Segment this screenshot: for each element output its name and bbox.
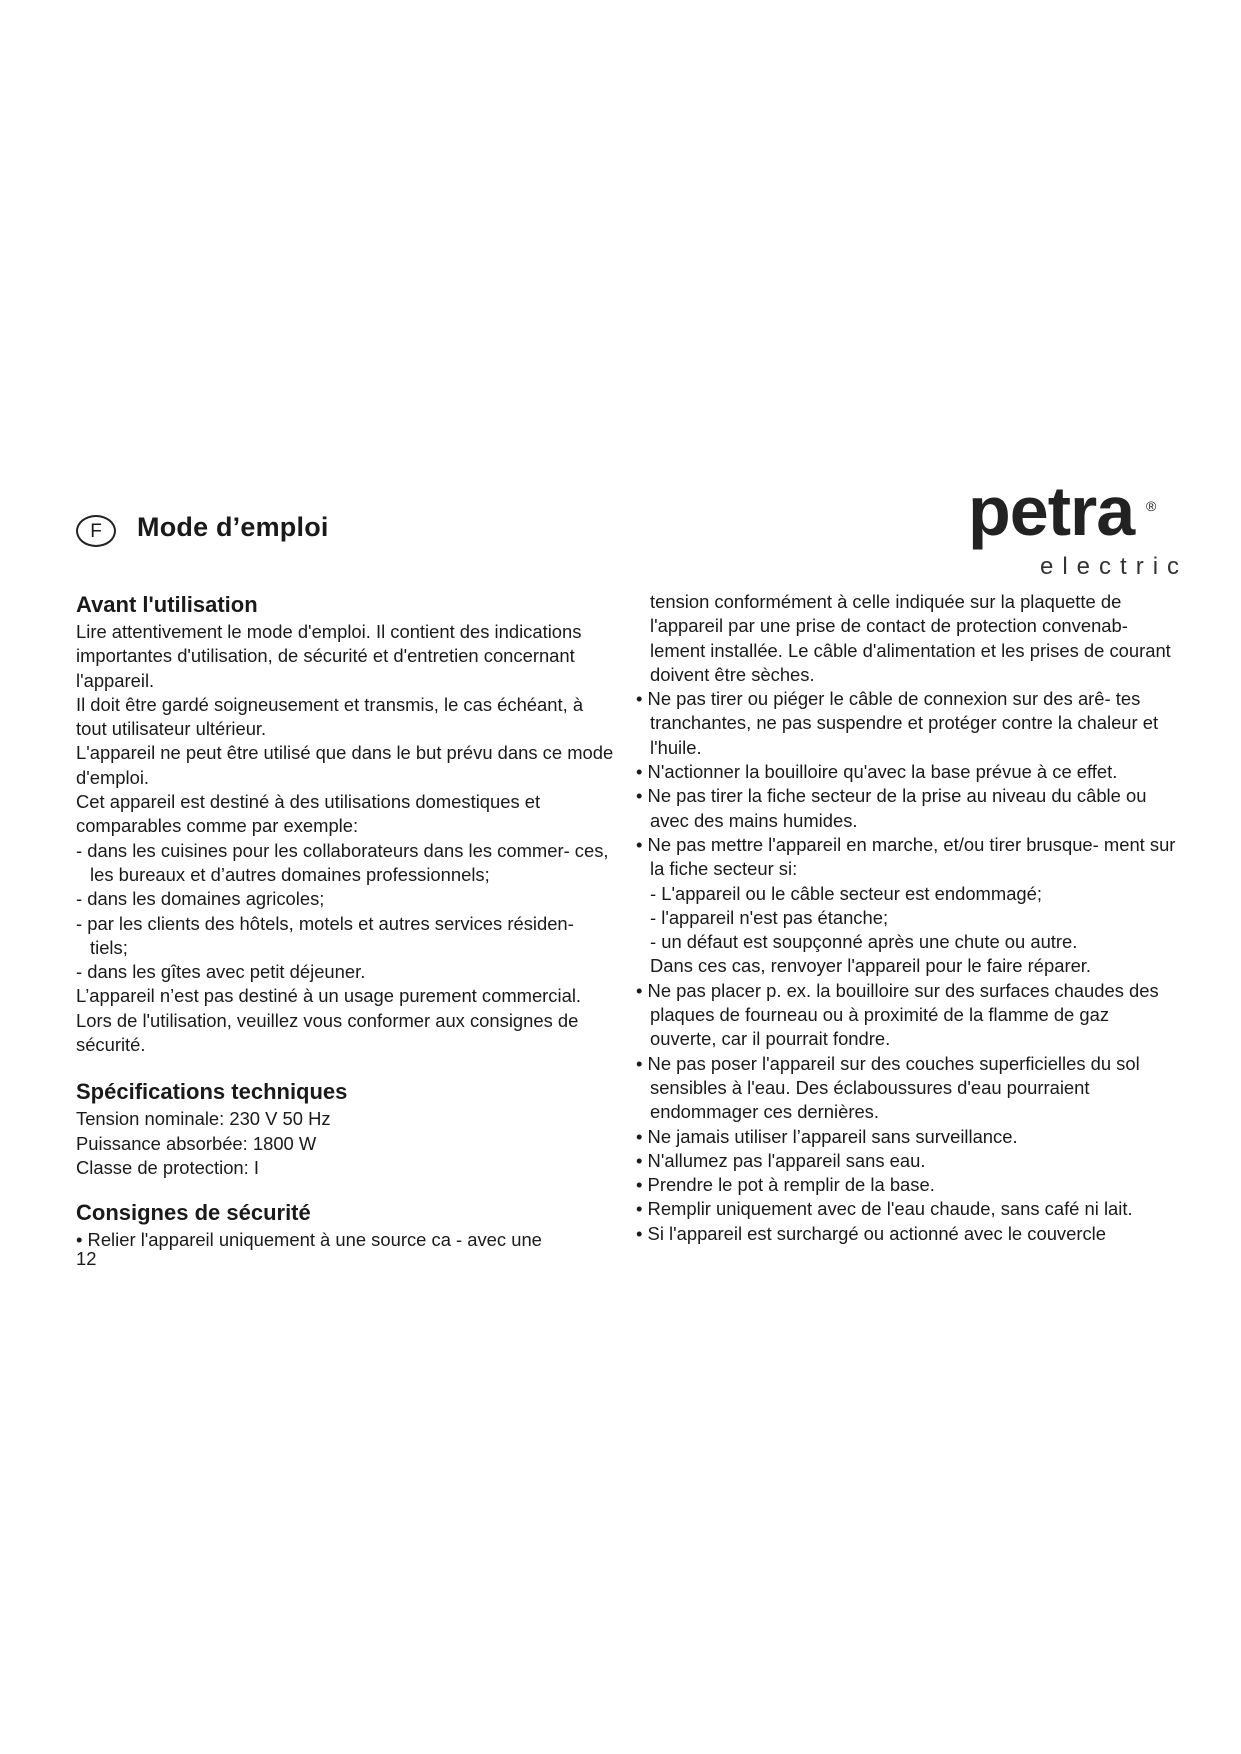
list-item: - dans les gîtes avec petit déjeuner. [76,961,366,983]
safety-bullet: • Relier l'appareil uniquement à une source ca - avec une [76,1229,542,1251]
safety-bullet: • N'actionner la bouilloire qu'avec la base prévue à ce effet. [636,761,1118,783]
section-heading-before-use: Avant l'utilisation [76,592,258,617]
safety-bullet: • N'allumez pas l'appareil sans eau. [636,1149,926,1171]
registered-mark: ® [1146,498,1157,514]
safety-note: Dans ces cas, renvoyer l'appareil pour le faire réparer. [650,955,1092,977]
safety-bullet: • Ne pas mettre l'appareil en marche, et/ou tirer brusque- ment sur la fiche secteur si: [636,833,1176,880]
page-number: 12 [76,1248,97,1269]
paragraph: Lire attentivement le mode d'emploi. Il contient des indications importantes d'utilisation, de sécurité et d'entretien concernant l'appareil. [76,621,582,691]
spec-line: Tension nominale: 230 V 50 Hz [76,1108,331,1130]
section-heading-safety: Consignes de sécurité [76,1200,311,1226]
safety-bullet: • Ne pas tirer ou piéger le câble de connexion sur des arê- tes tranchantes, ne pas suspendre et protéger contre la chaleur et l'huile. [636,688,1159,758]
page-title: Mode d’emploi [137,512,329,542]
paragraph: Il doit être gardé soigneusement et transmis, le cas échéant, à tout utilisateur ultérieur. [76,693,584,740]
spec-line: Classe de protection: I [76,1156,259,1178]
safety-sub-item: - L'appareil ou le câble secteur est endommagé; [650,882,1042,904]
list-item: - dans les domaines agricoles; [76,888,325,910]
left-column [76,590,616,1253]
list-item: - dans les cuisines pour les collaborateurs dans les commer- ces, les bureaux et d’autres domaines professionnels; [76,839,609,885]
paragraph: Cet appareil est destiné à des utilisations domestiques et comparables comme par exemple: [76,791,541,837]
safety-bullet: • Ne jamais utiliser l’appareil sans surveillance. [636,1125,1018,1147]
brand-logo: petra [968,472,1135,550]
safety-bullet: • Si l'appareil est surchargé ou actionné avec le couvercle [636,1222,1106,1244]
safety-bullet: • Prendre le pot à remplir de la base. [636,1174,935,1196]
spec-line: Puissance absorbée: 1800 W [76,1132,317,1154]
safety-sub-item: - l'appareil n'est pas étanche; [650,906,889,928]
section-heading-specifications: Spécifications techniques [76,1079,348,1105]
safety-bullet-continuation: tension conformément à celle indiquée sur la plaquette de l'appareil par une prise de contact de protection convenab- lement installée. Le câble d'alimentation et les prises de courant doivent être sèches. [650,591,1171,685]
safety-bullet: • Remplir uniquement avec de l'eau chaude, sans café ni lait. [636,1198,1133,1220]
safety-sub-item: - un défaut est soupçonné après une chute ou autre. [650,931,1078,953]
brand-subtitle: electric [1040,553,1189,580]
paragraph: Lors de l'utilisation, veuillez vous conformer aux consignes de sécurité. [76,1009,579,1056]
safety-bullet: • Ne pas tirer la fiche secteur de la prise au niveau du câble ou avec des mains humides. [636,785,1147,831]
safety-bullet: • Ne pas placer p. ex. la bouilloire sur des surfaces chaudes des plaques de fourneau ou à proximité de la flamme de gaz ouverte, car il pourrait fondre. [636,979,1159,1050]
safety-bullet: • Ne pas poser l'appareil sur des couches superficielles du sol sensibles à l'eau. Des éclaboussures d'eau pourraient endommager ces dernières. [636,1052,1140,1123]
paragraph: L'appareil ne peut être utilisé que dans le but prévu dans ce mode d'emploi. [76,742,614,788]
list-item: - par les clients des hôtels, motels et autres services résiden- tiels; [76,912,574,958]
language-badge: F [76,515,116,547]
right-column [636,590,1176,1246]
paragraph: L’appareil n’est pas destiné à un usage purement commercial. [76,985,582,1007]
